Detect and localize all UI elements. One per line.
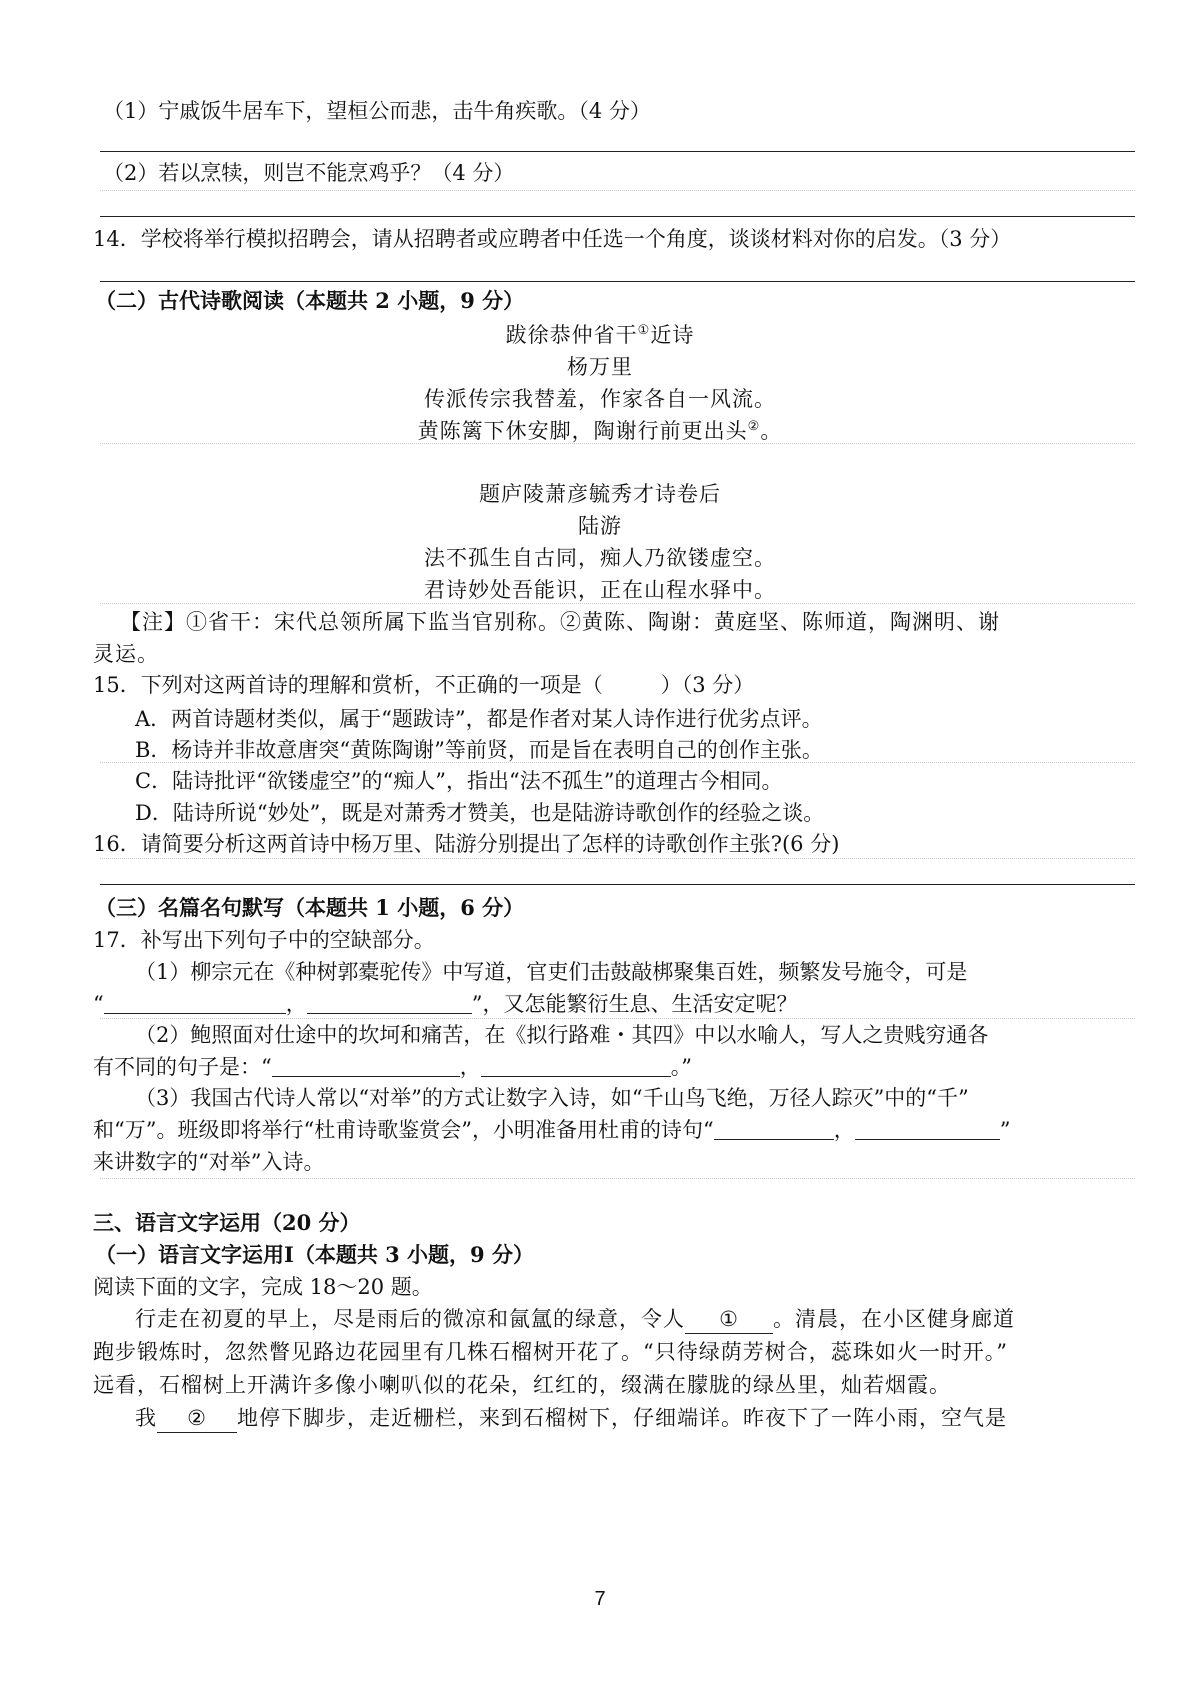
q17-item2-line2: 有不同的句子是：“ ， 。”	[93, 1055, 692, 1079]
q15-option-d: D．陆诗所说“妙处”，既是对萧秀才赞美，也是陆游诗歌创作的经验之谈。	[135, 801, 825, 825]
fill-blank[interactable]	[714, 1117, 834, 1140]
passage-line1: 行走在初夏的早上，尽是雨后的微凉和氤氲的绿意，令人 ① 。清晨，在小区健身廊道	[135, 1305, 1015, 1334]
poem2-title: 题庐陵萧彦毓秀才诗卷后	[479, 482, 721, 506]
q13-item2: （2）若以烹犊，则岂不能烹鸡乎？（4 分）	[103, 161, 515, 185]
passage-line4: 我 ② 地停下脚步，走近栅栏，来到石榴树下，仔细端详。昨夜下了一阵小雨，空气是	[135, 1404, 1007, 1433]
q17-item1-line2: “ ， ”，又怎能繁衍生息、生活安定呢？	[93, 992, 798, 1016]
q17-item3-line2: 和“万”。班级即将举行“杜甫诗歌鉴赏会”，小明准备用杜甫的诗句“ ， ”	[93, 1118, 1011, 1142]
q16-question: 16．请简要分析这两首诗中杨万里、陆游分别提出了怎样的诗歌创作主张?(6 分)	[93, 832, 840, 856]
section3-heading: （三）名篇名句默写（本题共 1 小题，6 分）	[95, 895, 525, 920]
section2-heading: （二）古代诗歌阅读（本题共 2 小题，9 分）	[95, 288, 525, 313]
poem1-author: 杨万里	[567, 355, 633, 379]
reading-instruction: 阅读下面的文字，完成 18～20 题。	[93, 1275, 433, 1299]
dotted-divider	[100, 858, 1135, 859]
fill-blank[interactable]	[104, 991, 286, 1014]
q17-item3-line3: 来讲数字的“对举”入诗。	[93, 1150, 325, 1174]
dotted-divider	[100, 443, 1135, 444]
dotted-divider	[100, 603, 1135, 604]
passage-line2: 跑步锻炼时，忽然瞥见路边花园里有几株石榴树开花了。“只待绿荫芳树合，蕊珠如火一时开。”	[93, 1340, 1008, 1364]
fill-blank[interactable]: ①	[685, 1305, 773, 1334]
fill-blank[interactable]: ②	[157, 1404, 237, 1433]
poem-note-line1: 【注】①省干：宋代总领所属下监当官别称。②黄陈、陶谢：黄庭坚、陈师道，陶渊明、谢	[120, 610, 1000, 634]
answer-line	[100, 281, 1135, 282]
q17-question: 17．补写出下列句子中的空缺部分。	[93, 928, 435, 952]
answer-line	[100, 884, 1135, 885]
dotted-divider	[100, 190, 1135, 191]
q15-option-a: A．两首诗题材类似，属于“题跋诗”，都是作者对某人诗作进行优劣点评。	[135, 707, 823, 731]
dotted-divider	[100, 1178, 1135, 1179]
poem1-title: 跋徐恭仲省干①近诗	[505, 323, 695, 347]
fill-blank[interactable]	[307, 991, 472, 1014]
poem2-author: 陆游	[578, 514, 622, 538]
fill-blank[interactable]	[855, 1117, 1000, 1140]
q13-item1: （1）宁戚饭牛居车下，望桓公而悲，击牛角疾歌。（4 分）	[103, 99, 651, 123]
answer-line	[100, 151, 1135, 152]
dotted-divider	[100, 762, 1135, 763]
fill-blank[interactable]	[481, 1054, 671, 1077]
page-number: 7	[594, 1588, 606, 1610]
poem-note-line2: 灵运。	[93, 642, 159, 666]
poem2-line2: 君诗妙处吾能识，正在山程水驿中。	[424, 578, 776, 602]
q15-stem: 15．下列对这两首诗的理解和赏析，不正确的一项是（ ）（3 分）	[93, 673, 755, 697]
q14-question: 14．学校将举行模拟招聘会，请从招聘者或应聘者中任选一个角度，谈谈材料对你的启发。（3 分）	[93, 227, 1012, 251]
part3-sub-heading: （一）语言文字运用Ⅰ（本题共 3 小题，9 分）	[95, 1242, 534, 1267]
passage-line3: 远看，石榴树上开满许多像小喇叭似的花朵，红红的，缀满在朦胧的绿丛里，灿若烟霞。	[93, 1373, 951, 1397]
q15-option-b: B．杨诗并非故意唐突“黄陈陶谢”等前贤，而是旨在表明自己的创作主张。	[135, 738, 823, 762]
q17-item2-line1: （2）鲍照面对仕途中的坎坷和痛苦，在《拟行路难・其四》中以水喻人，写人之贵贱穷通各	[135, 1023, 989, 1047]
part3-heading: 三、语言文字运用（20 分）	[93, 1210, 361, 1235]
q15-option-c: C．陆诗批评“欲镂虚空”的“痴人”，指出“法不孤生”的道理古今相同。	[135, 769, 783, 793]
poem1-line1: 传派传宗我替羞，作家各自一风流。	[424, 387, 776, 411]
q17-item3-line1: （3）我国古代诗人常以“对举”的方式让数字入诗，如“千山鸟飞绝，万径人踪灭”中的“千”	[135, 1086, 969, 1110]
poem1-line2: 黄陈篱下休安脚，陶谢行前更出头②。	[417, 419, 783, 443]
poem2-line1: 法不孤生自古同，痴人乃欲镂虚空。	[424, 546, 776, 570]
q17-item1-line1: （1）柳宗元在《种树郭橐驼传》中写道，官吏们击鼓敲梆聚集百姓，频繁发号施令，可是	[135, 960, 968, 984]
dotted-divider	[100, 1018, 1135, 1019]
fill-blank[interactable]	[272, 1054, 460, 1077]
answer-line	[100, 216, 1135, 217]
